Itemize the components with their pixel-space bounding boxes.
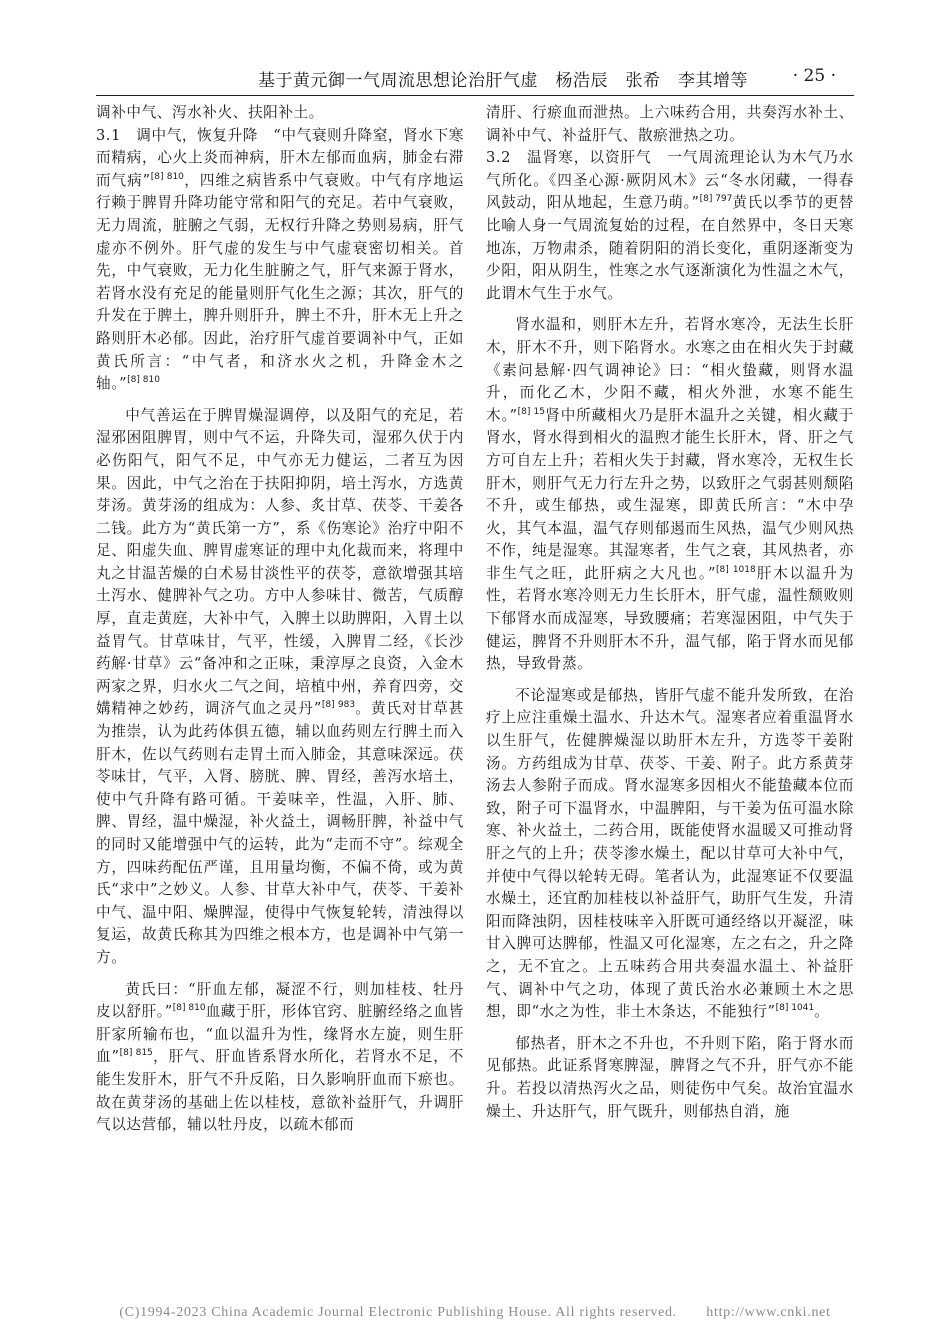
paragraph-text: 。黄氏对甘草甚为推崇，认为此药体俱五德，辅以血药则左行脾土而入肝木，佐以气药则右走胃土而入肺金，其意味深远。茯苓味甘，气平，入肾、膀胱、脾、胃经，善泻水培土，使中气升降有路可循。干姜味辛，性温，入肝、肺、脾、胃经，温中燥湿，补火益土，调畅肝脾，补益中气的同时又能增强中气的运转，此为“走而不守”。综观全方，四味药配伍严谨，且用量均衡，不偏不倚，或为黄氏“求中”之妙义。人参、甘草大补中气，茯苓、干姜补中气、温中阳、燥脾湿，使得中气恢复轮转，清浊得以复运，故黄氏称其为四维之根本方，也是调补中气第一方。: [96, 700, 464, 966]
running-header: [0, 62, 950, 92]
citation-ref: [8] 815: [119, 1048, 153, 1059]
paragraph-text: 黄氏以季节的更替比喻人身一气周流复始的过程，在自然界中，冬日天寒地冻，万物肃杀，随着阴阳的消长变化，重阴逐渐变为少阳，阳从阴生，性寒之水气逐渐演化为性温之木气，此谓木气生于水气。: [486, 194, 854, 302]
header-rule: [96, 95, 854, 96]
left-column: [96, 102, 464, 1137]
citation-ref: [8] 1041: [775, 1003, 815, 1014]
paragraph-text: 中气善运在于脾胃燥湿调停，以及阳气的充足，若湿邪困阻脾胃，则中气不运，升降失司，湿邪久伏于内必伤阳气，阳气不足，中气亦无力健运，二者互为因果。因此，中气之治在于扶阳抑阴，培土泻水，方选黄芽汤。黄芽汤的组成为：人参、炙甘草、茯苓、干姜各二钱。此方为“黄氏第一方”，系《伤寒论》治疗中阳不足、阳虚失血、脾胃虚寒证的理中丸化裁而来，将理中丸之甘温苦燥的白术易甘淡性平的茯苓，意欲增强其培土泻水、健脾补气之功。方中人参味甘、微苦，气质醇厚，直走黄庭，大补中气，入脾土以助脾阳，入胃土以益胃气。甘草味甘，气平，性缓，入脾胃二经，《长沙药解·甘草》云“备冲和之正味，秉淳厚之良资，入金木两家之界，归水火二气之间，培植中州，养育四旁，交媾精神之妙药，调济气血之灵丹”: [96, 406, 464, 718]
paragraph-text: 一气周流理论认为木气乃水气所化。《四圣心源·厥阴风木》云“冬水闭藏，一得春风鼓动，阳从地起，生意乃萌。”: [486, 149, 854, 212]
running-header-title: 基于黄元御一气周流思想论治肝气虚 杨浩辰 张希 李其增等: [258, 71, 748, 91]
paragraph-text: 血藏于肝，形体官窍、脏腑经络之血皆肝家所输布也，“血以温升为性，缘肾水左旋，则生肝血”: [96, 1003, 465, 1066]
paragraph: 调补中气、泻水补火、扶阳补土。: [96, 104, 324, 121]
citation-ref: [8] 983: [321, 700, 356, 711]
paragraph: [486, 314, 854, 676]
paragraph-text: ，肝气、肝血皆系肾水所化，若肾水不足，不能生发肝木，肝气不升反陷，日久影响肝血而下瘀也。故在黄芽汤的基础上佐以桂枝，意欲补益肝气，升调肝气以达营郁，辅以牡丹皮，以疏木郁而: [96, 1048, 464, 1134]
citation-ref: [8] 810: [127, 375, 160, 386]
paragraph: [96, 405, 464, 970]
citation-ref: [8] 797: [699, 194, 733, 205]
paragraph-text: 肾中所藏相火乃是肝木温升之关键，相火藏于肾水，肾水得到相火的温煦才能生长肝木，肾、肝之气方可自左上升；若相火失于封藏，肾水寒冷，无权生长肝木，则肝气无力行左升之势，以致肝之气弱甚则颓陷不升，或生郁热，或生湿寒，即黄氏所言：“木中孕火，其气本温，温气存则郁遏而生风热，温气少则风热不作，纯是湿寒。其湿寒者，生气之衰，其风热者，亦非生气之旺，此肝病之大凡也。”: [486, 406, 854, 582]
citation-ref: [8] 15: [517, 406, 545, 417]
paragraph-text: 肾水温和，则肝木左升，若肾水寒冷，无法生长肝木，肝木不升，则下陷肾水。水寒之由在相火失于封藏《素问悬解·四气调神论》曰：“相火蛰藏，则肾水温升，而化乙木，少阳不藏，相火外泄，水寒不能生木。”: [486, 316, 854, 424]
page-number: · 25 ·: [792, 66, 836, 86]
paragraph: [486, 685, 854, 1024]
paragraph-text: 不论湿寒或是郁热，皆肝气虚不能升发所致，在治疗上应注重燥土温水、升达木气。湿寒者应着重温肾水以生肝气，佐健脾燥湿以助肝木左升，方选苓干姜附汤。方药组成为甘草、茯苓、干姜、附子。此方系黄芽汤去人参附子而成。肾水湿寒多因相火不能蛰藏本位而致，附子可下温肾水，中温脾阳，与干姜为伍可温水除寒、补火益土，二药合用，既能使肾水温暖又可推动肾肝之气的上升；茯苓渗水燥土，配以甘草可大补中气，并使中气得以轮转无碍。笔者认为，此湿寒证不仅要温水燥土，还宜酌加桂枝以补益肝气，助肝气生发，升清阳而降浊阴，因桂枝味辛入肝既可通经络以开凝涩，味甘入脾可达脾郁，性温又可化湿寒，左之右之，升之降之，无不宜之。上五味药合用共奏温水温土、补益肝气、调补中气之功，体现了黄氏治水必兼顾土木之思想，即“水之为性，非土木条达，不能独行”: [486, 686, 854, 1021]
citation-ref: [8] 810: [172, 1003, 206, 1014]
copyright-footer: (C)1994-2023 China Academic Journal Electronic Publishing House. All rights reserved. http://www.cnki.net: [119, 1305, 831, 1320]
paragraph: 清肝、行瘀血而泄热。上六味药合用，共奏泻水补土、调补中气、补益肝气、散瘀泄热之功。: [486, 104, 854, 144]
right-column: [486, 102, 854, 1123]
paragraph: [96, 979, 464, 1137]
section-3-2: [486, 147, 854, 305]
paragraph: 郁热者，肝木之不升也，不升则下陷，陷于肾水而见郁热。此证系肾寒脾湿，脾肾之气不升，肝气亦不能升。若投以清热泻火之品，则徒伤中气矣。故治宜温水燥土、升达肝气，肝气既升，则郁热自消，施: [486, 1034, 854, 1120]
paragraph-text: ，四维之病皆系中气衰败。中气有序地运行赖于脾胃升降功能守常和阳气的充足。若中气衰败，无力周流，脏腑之气弱，无权行升降之势则易病，肝气虚亦不例外。肝气虚的发生与中气虚衰密切相关。首先，中气衰败，无力化生脏腑之气，肝气来源于肾水，若肾水没有充足的能量则肝气化生之源；其次，肝气的升发在于脾土，脾升则肝升，脾土不升，肝木无上升之路则肝木必郁。因此，治疗肝气虚首要调补中气，正如黄氏所言：“中气者，和济水火之机，升降金木之轴。”: [96, 171, 464, 393]
paragraph-text: 黄氏曰：“肝血左郁，凝涩不行，则加桂枝、牡丹皮以舒肝。”: [96, 980, 464, 1021]
paragraph-text: 肝木以温升为性，若肾水寒冷则无力生长肝木，肝气虚，温性颓败则下郁肾水而成湿寒，导致腰痛；若寒湿困阻，中气失于健运，脾肾不升则肝木不升，温气郁，陷于肾水而见郁热，导致骨蒸。: [486, 564, 854, 673]
paragraph-text: 。: [814, 1003, 830, 1021]
paragraph-text: “中气衰则升降窒，肾水下寒而精病，心火上炎而神病，肝木左郁而血病，肺金右滞而气病”: [96, 126, 465, 189]
section-heading: 3.1 调中气，恢复升降: [96, 126, 259, 144]
section-heading: 3.2 温肾寒，以资肝气: [486, 149, 652, 167]
section-3-1: [96, 125, 464, 396]
citation-ref: [8] 1018: [716, 565, 756, 576]
citation-ref: [8] 810: [150, 171, 184, 182]
